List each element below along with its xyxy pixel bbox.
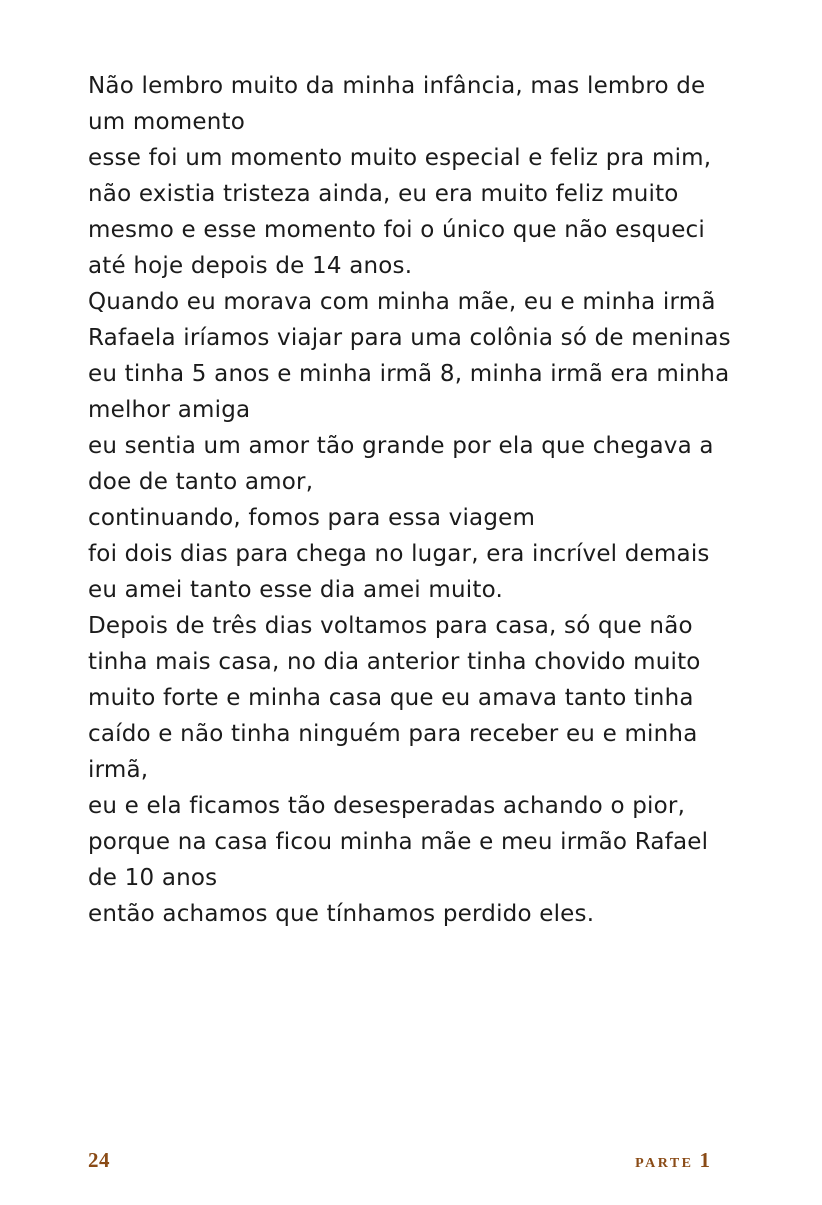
text-line: eu amei tanto esse dia amei muito.: [88, 577, 503, 603]
text-line: eu sentia um amor tão grande por ela que chegava a: [88, 433, 714, 459]
text-line: continuando, fomos para essa viagem: [88, 505, 536, 531]
handwritten-text-block: [88, 68, 738, 932]
part-label: [635, 1148, 710, 1173]
text-line: então achamos que tínhamos perdido eles.: [88, 901, 595, 927]
text-line: não existia tristeza ainda, eu era muito feliz muito: [88, 181, 679, 207]
text-line: muito forte e minha casa que eu amava tanto tinha: [88, 685, 694, 711]
text-line: um momento: [88, 109, 245, 135]
text-line: melhor amiga: [88, 397, 251, 423]
text-line: eu tinha 5 anos e minha irmã 8, minha irmã era minha: [88, 361, 730, 387]
text-line: Quando eu morava com minha mãe, eu e minha irmã: [88, 289, 716, 315]
text-line: eu e ela ficamos tão desesperadas achando o pior,: [88, 793, 686, 819]
text-line: tinha mais casa, no dia anterior tinha chovido muito: [88, 649, 701, 675]
text-line: Depois de três dias voltamos para casa, só que não: [88, 613, 693, 639]
text-line: Não lembro muito da minha infância, mas lembro de: [88, 73, 706, 99]
text-line: caído e não tinha ninguém para receber eu e minha: [88, 721, 698, 747]
text-line: até hoje depois de 14 anos.: [88, 253, 413, 279]
page-number: 24: [88, 1148, 110, 1172]
text-line: foi dois dias para chega no lugar, era incrível demais: [88, 541, 710, 567]
text-line: porque na casa ficou minha mãe e meu irmão Rafael: [88, 829, 709, 855]
text-line: Rafaela iríamos viajar para uma colônia só de meninas: [88, 325, 731, 351]
text-line: doe de tanto amor,: [88, 469, 314, 495]
text-line: de 10 anos: [88, 865, 218, 891]
page-footer: [88, 1148, 710, 1178]
text-line: mesmo e esse momento foi o único que não esqueci: [88, 217, 705, 243]
part-number: 1: [699, 1148, 710, 1172]
text-line: irmã,: [88, 757, 149, 783]
text-line: esse foi um momento muito especial e feliz pra mim,: [88, 145, 712, 171]
part-word: PARTE: [635, 1156, 694, 1171]
